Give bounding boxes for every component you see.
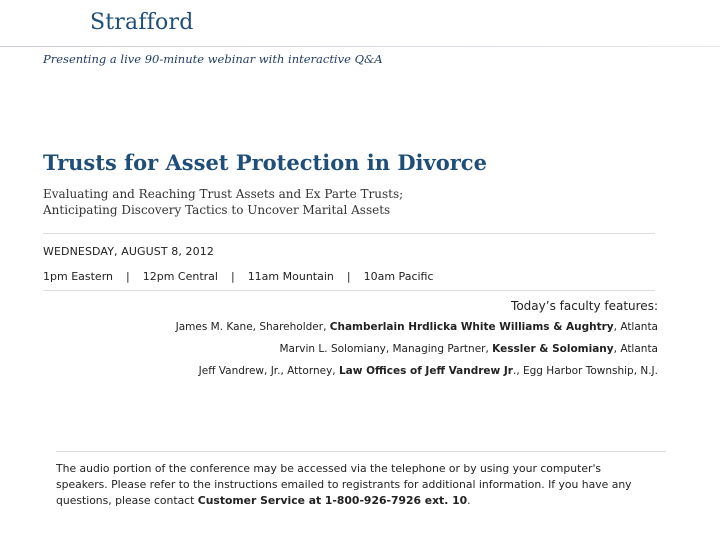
faculty-name-role: Jeff Vandrew, Jr., Attorney, [198,365,339,377]
time-central: 12pm Central [142,270,218,283]
times-divider [43,290,655,291]
time-separator: | [346,270,351,283]
audio-instructions-end: . [467,494,471,507]
time-separator: | [230,270,235,283]
faculty-member [279,343,658,355]
faculty-firm: Law Offices of Jeff Vandrew Jr [338,365,513,377]
audio-instructions-text: The audio portion of the conference may be accessed via the telephone or by using your computer's speakers. Please refer to the instructions emailed to registrants for additional information. If you have any questions, please contact [56,462,632,507]
faculty-heading: Today’s faculty features: [511,299,658,313]
subtitle-line-2: Anticipating Discovery Tactics to Uncover Marital Assets [43,203,391,217]
faculty-name-role: James M. Kane, Shareholder, [175,321,330,333]
tagline: Presenting a live 90-minute webinar with interactive Q&A [43,52,383,66]
subtitle-line-1: Evaluating and Reaching Trust Assets and Ex Parte Trusts; [43,187,404,201]
webinar-times [43,270,434,283]
customer-service-contact: Customer Service at 1-800-926-7926 ext. 10 [197,494,468,507]
faculty-member [176,321,658,333]
faculty-name-role: Marvin L. Solomiany, Managing Partner, [279,343,493,355]
footer-divider [56,451,666,452]
strafford-logo: Strafford [90,10,194,35]
faculty-firm: Kessler & Solomiany [492,343,614,355]
webinar-date: WEDNESDAY, AUGUST 8, 2012 [43,245,214,258]
header-divider [0,46,720,47]
faculty-firm: Chamberlain Hrdlicka White Williams & Aughtry [329,321,614,333]
webinar-subtitle [43,186,403,218]
faculty-member [199,365,658,377]
webinar-title: Trusts for Asset Protection in Divorce [43,150,487,175]
faculty-location: ., Egg Harbor Township, N.J. [512,365,658,377]
time-pacific: 10am Pacific [363,270,434,283]
time-mountain: 11am Mountain [247,270,334,283]
title-divider [43,233,655,234]
time-separator: | [126,270,130,283]
faculty-location: , Atlanta [613,343,658,355]
audio-instructions [56,461,656,509]
time-eastern: 1pm Eastern [43,270,113,283]
faculty-location: , Atlanta [613,321,658,333]
